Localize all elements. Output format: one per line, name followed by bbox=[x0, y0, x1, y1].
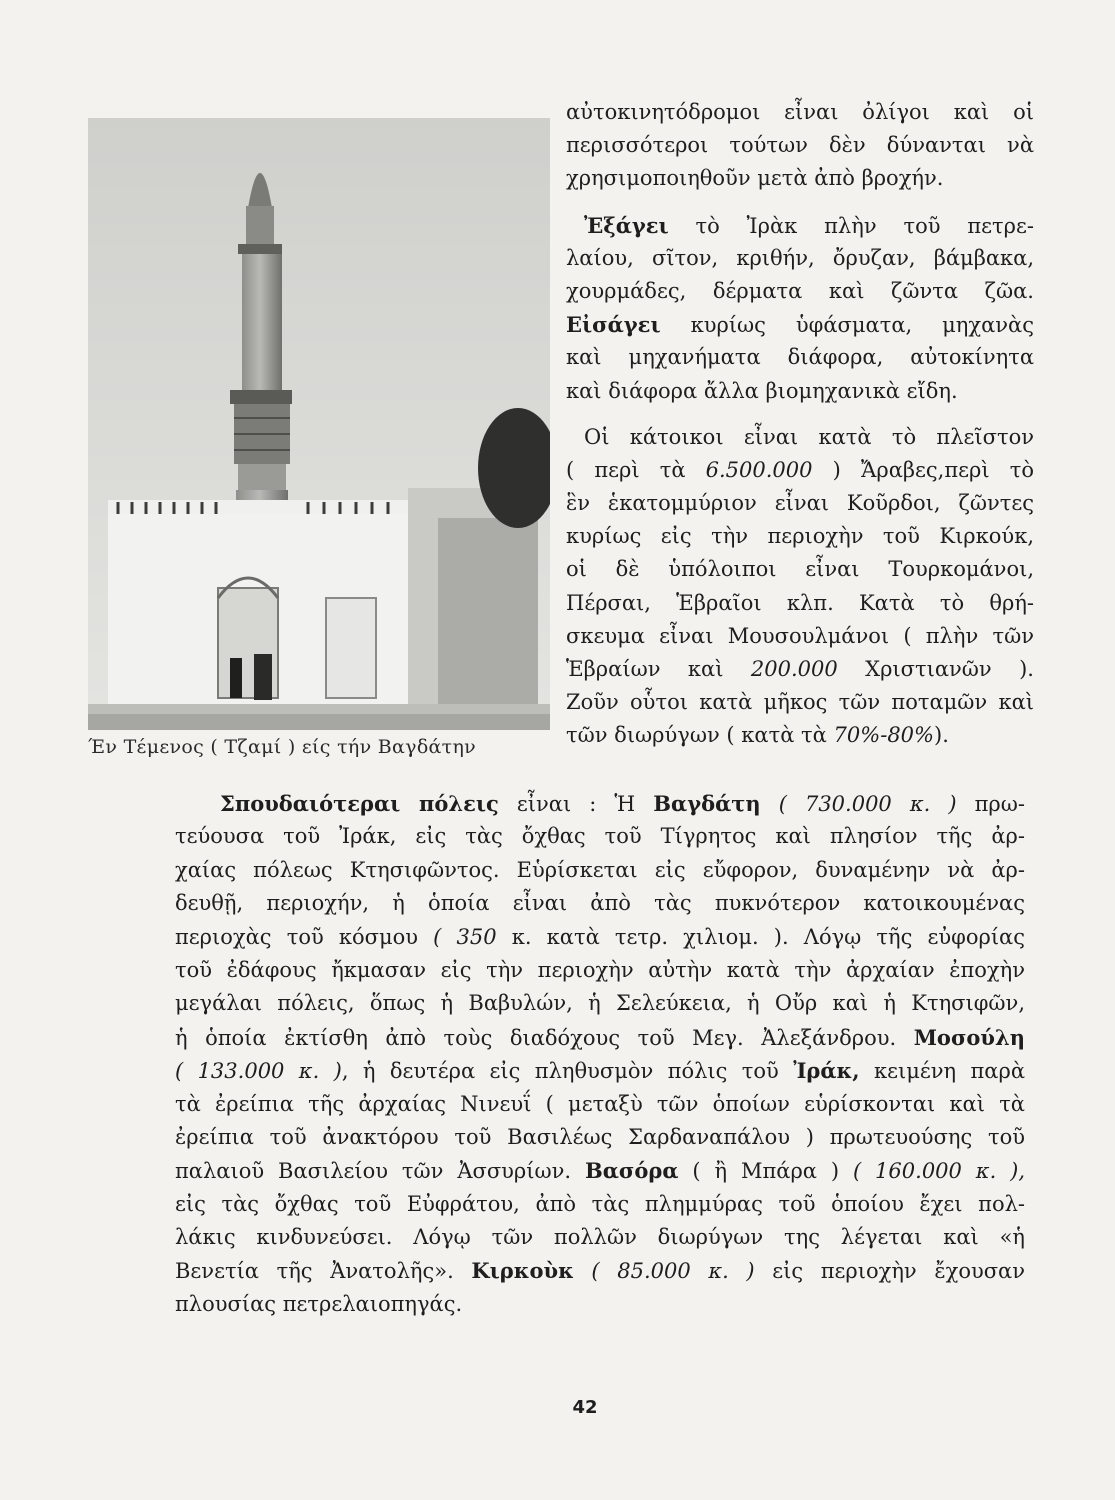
text-line: Οἱ κάτοικοι εἶναι κατὰ τὸ πλεῖστον bbox=[584, 424, 1034, 449]
christians-number: 200.000 bbox=[750, 657, 838, 681]
export-heading: Ἐξάγει bbox=[584, 212, 669, 238]
text-line: λαίου, σῖτον, κριθήν, ὄρυζαν, βάμβακα, bbox=[566, 245, 1034, 270]
text-line: χουρμάδες, δέρματα καὶ ζῶντα ζῶα. bbox=[566, 278, 1034, 303]
text-line: τὰ ἐρείπια τῆς ἀρχαίας Νινευΐ ( μεταξὺ τῶν ὁποίων εὑρίσκονται καὶ τὰ bbox=[175, 1091, 1025, 1116]
text-line: χαίας πόλεως Κτησιφῶντος. Εὑρίσκεται εἰς εὔφορον, δυναμένην νὰ ἀρ- bbox=[175, 857, 1025, 882]
text-line: λάκις κινδυνεύσει. Λόγῳ τῶν πολλῶν διωρύγων της λέγεται καὶ «ἡ bbox=[175, 1225, 1025, 1250]
photo-caption: Έν Τέμενος ( Τζαμί ) είς τήν Βαγδάτην bbox=[88, 736, 477, 758]
text-line: αὐτοκινητόδρομοι εἶναι ὀλίγοι καὶ οἱ bbox=[566, 100, 1034, 124]
minaret-illustration bbox=[88, 118, 550, 730]
text-line: δευθῇ, περιοχήν, ἡ ὁποία εἶναι ἀπὸ τὰς πυκνότερον κατοικουμένας bbox=[175, 891, 1025, 916]
text-line: καὶ μηχανήματα διάφορα, αὐτοκίνητα bbox=[566, 345, 1034, 370]
text-line: ( περὶ τὰ 6.500.000 ) Ἄραβες,περὶ τὸ bbox=[566, 457, 1034, 482]
text-line: κυρίως εἰς τὴν περιοχὴν τοῦ Κιρκούκ, bbox=[566, 524, 1034, 549]
text-line: τεύουσα τοῦ Ἰράκ, εἰς τὰς ὄχθας τοῦ Τίγρητος καὶ πλησίον τῆς ἀρ- bbox=[175, 824, 1025, 849]
text-line: ἡ ὁποία ἐκτίσθη ἀπὸ τοὺς διαδόχους τοῦ Μεγ. Ἀλεξάνδρου. Μοσούλη bbox=[175, 1024, 1025, 1050]
text-line: εἰς τὰς ὄχθας τοῦ Εὐφράτου, ἀπὸ τὰς πλημμύρας τοῦ ὁποίου ἔχει πολ- bbox=[175, 1191, 1025, 1216]
text-line: μεγάλαι πόλεις, ὅπως ἡ Βαβυλών, ἡ Σελεύκεια, ἡ Οὔρ καὶ ἡ Κτησιφῶν, bbox=[175, 991, 1025, 1016]
city-basra: Βασόρα bbox=[584, 1158, 679, 1184]
page-number: 42 bbox=[572, 1397, 598, 1418]
text-line: παλαιοῦ Βασιλείου τῶν Ἀσσυρίων. Βασόρα ( ἢ Μπάρα ) ( 160.000 κ. ), bbox=[175, 1158, 1026, 1184]
city-baghdad: Βαγδάτη bbox=[653, 791, 761, 816]
text-line: χρησιμοποιηθοῦν μετὰ ἀπὸ βροχήν. bbox=[566, 166, 944, 191]
text-line: ( 133.000 κ. ), ἡ δευτέρα εἰς πληθυσμὸν πόλις τοῦ Ἰράκ, κειμένη παρὰ bbox=[175, 1058, 1025, 1084]
full-width-text bbox=[175, 787, 1025, 1321]
cities-heading: Σπουδαιότεραι πόλεις bbox=[220, 791, 499, 816]
text-line: περιοχὰς τοῦ κόσμου ( 350 κ. κατὰ τετρ. χιλιομ. ). Λόγῳ τῆς εὐφορίας bbox=[175, 924, 1025, 949]
text-line: περισσότεροι τούτων δὲν δύνανται νὰ bbox=[566, 133, 1034, 158]
text-line: Ἐξάγει τὸ Ἰρὰκ πλὴν τοῦ πετρε- bbox=[584, 212, 1034, 238]
text-line: Ἑβραίων καὶ 200.000 Χριστιανῶν ). bbox=[566, 657, 1034, 681]
text-line: καὶ διάφορα ἄλλα βιομηχανικὰ εἴδη. bbox=[566, 378, 958, 403]
text-line: ἓν ἑκατομμύριον εἶναι Κοῦρδοι, ζῶντες bbox=[566, 491, 1034, 516]
text-line: πλουσίας πετρελαιοπηγάς. bbox=[175, 1291, 463, 1316]
right-column-text bbox=[566, 96, 1034, 753]
mosque-photo bbox=[88, 118, 550, 730]
city-mosul: Μοσούλη bbox=[913, 1024, 1025, 1050]
text-line: ἐρείπια τοῦ ἀνακτόρου τοῦ Βασιλέως Σαρδαναπάλου ) πρωτευούσης τοῦ bbox=[175, 1124, 1025, 1149]
population-number: 6.500.000 bbox=[705, 457, 813, 482]
text-line: οἱ δὲ ὑπόλοιποι εἶναι Τουρκομάνοι, bbox=[566, 557, 1034, 582]
city-kirkuk: Κιρκοὺκ bbox=[471, 1258, 574, 1284]
text-line: Βενετία τῆς Ἀνατολῆς». Κιρκοὺκ ( 85.000 κ. ) εἰς περιοχὴν ἔχουσαν bbox=[175, 1258, 1026, 1284]
text-line: Ζοῦν οὗτοι κατὰ μῆκος τῶν ποταμῶν καὶ bbox=[566, 690, 1034, 715]
text-line: Πέρσαι, Ἑβραῖοι κλπ. Κατὰ τὸ θρή- bbox=[566, 590, 1034, 615]
text-line: τῶν διωρύγων ( κατὰ τὰ 70%-80%). bbox=[566, 723, 949, 748]
text-line: σκευμα εἶναι Μουσουλμάνοι ( πλὴν τῶν bbox=[566, 623, 1034, 648]
text-line: Εἰσάγει κυρίως ὑφάσματα, μηχανὰς bbox=[566, 312, 1034, 338]
import-heading: Εἰσάγει bbox=[566, 312, 661, 338]
percentage: 70%-80% bbox=[833, 723, 934, 748]
text-line: τοῦ ἐδάφους ἤκμασαν εἰς τὴν περιοχὴν αὐτὴν κατὰ τὴν ἀρχαίαν ἐποχὴν bbox=[175, 957, 1025, 982]
text-line: Σπουδαιότεραι πόλεις εἶναι : Ἡ Βαγδάτη ( 730.000 κ. ) πρω- bbox=[220, 791, 1025, 816]
